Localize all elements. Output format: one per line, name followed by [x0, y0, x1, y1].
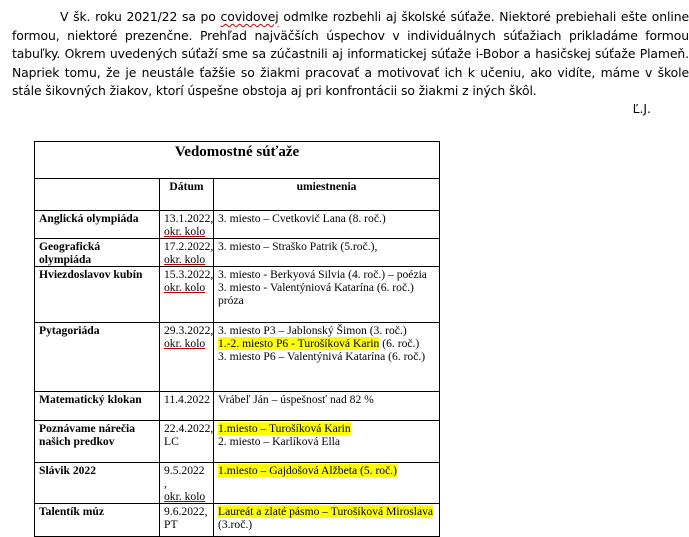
date-line: 9.6.2022, PT [164, 505, 208, 531]
competition-name: Talentík múz [35, 504, 160, 537]
competition-date [160, 267, 214, 323]
table-row [35, 267, 440, 323]
competition-name: Pytagoriáda [35, 323, 160, 392]
round-line: okr. kolo [164, 337, 206, 350]
competition-name: Poznávame nárečia našich predkov [35, 421, 160, 463]
intro-text-2: odmlke rozbehli aj školské súťaže. Niektoré prebiehali ešte online formou, niektoré prezenčne. Prehľad najväčších úspechov v individuálnych súťažiach prikladáme formou tabuľky. Okrem uvedených súťaží sme sa zúčastnili aj informatickej súťaže i-Bobor a hasičskej súťaže Plameň. Napriek tomu, že je neustále ťažšie so žiakmi pracovať a motivovať ich k učeniu, ako vidíte, máme v škole stále šikovných žiakov, ktorí úspešne obstoja aj pri konfrontácii so žiakmi z iných škôl. [12, 9, 689, 99]
placement-cell [214, 421, 440, 463]
intro-spellcheck-word: covidovej [220, 9, 279, 24]
table-title: Vedomostné súťaže [35, 142, 440, 179]
date-line: 15.3.2022, [164, 268, 214, 281]
competition-name: Hviezdoslavov kubín [35, 267, 160, 323]
date-line: 22.4.2022, [164, 422, 214, 435]
placement-text: 1.miesto – Turošíková Karin [218, 422, 351, 435]
header-date: Dátum [160, 179, 214, 211]
signature: Ľ.J. [632, 101, 651, 116]
placement-text: 3. miesto P3 – Jablonský Šimon (3. roč.) [218, 324, 407, 337]
placement-text: Laureát a zlaté pásmo – Turošíková Miroslava [218, 505, 434, 518]
competition-name: Anglická olympiáda [35, 211, 160, 239]
table-body [35, 211, 440, 537]
placement-cell [214, 211, 440, 239]
date-line: 13.1.2022, [164, 212, 214, 225]
competition-date [160, 239, 214, 267]
table-header-row [35, 179, 440, 211]
competition-name: Slávik 2022 [35, 463, 160, 504]
header-placements: umiestnenia [214, 179, 440, 211]
date-line: 11.4.2022 [164, 393, 210, 406]
date-line: 17.2.2022, [164, 240, 214, 253]
competition-date [160, 323, 214, 392]
placement-cell [214, 392, 440, 421]
table-row [35, 211, 440, 239]
placement-text: 3. miesto - Valentýniová Katarína (6. roč.) próza [218, 281, 414, 307]
table-row [35, 392, 440, 421]
placement-text: Vrábeľ Ján – úspešnosť nad 82 % [218, 393, 374, 406]
placement-text: 1.miesto – Gajdošová Alžbeta (5. roč.) [218, 464, 398, 477]
header-competition [35, 179, 160, 211]
placement-text: 3. miesto – Cvetkovič Lana (8. roč.) [218, 212, 386, 225]
placement-cell [214, 504, 440, 537]
placement-text: (6. roč.) [379, 337, 420, 350]
placement-cell [214, 267, 440, 323]
placement-text: 3. miesto - Berkyová Silvia (4. roč.) – poézia [218, 268, 427, 281]
competition-date [160, 211, 214, 239]
competition-date [160, 504, 214, 537]
intro-paragraph [12, 8, 689, 101]
round-line: okr. kolo [164, 253, 206, 266]
table-row [35, 239, 440, 267]
table-row [35, 504, 440, 537]
date-line: 9.5.2022 , [164, 464, 205, 490]
intro-text-1: V šk. roku 2021/22 sa po [60, 9, 221, 24]
competition-date [160, 392, 214, 421]
round-line: okr. kolo [164, 490, 206, 503]
competition-date [160, 421, 214, 463]
competition-results-table [34, 141, 440, 537]
table-row [35, 323, 440, 392]
competition-name: Geografická olympiáda [35, 239, 160, 267]
competition-name: Matematický klokan [35, 392, 160, 421]
placement-text: 3. miesto P6 – Valentýnivá Katarína (6. roč.) [218, 350, 426, 363]
placement-text: 3. miesto – Straško Patrik (5.roč.), [218, 240, 378, 253]
placement-cell [214, 239, 440, 267]
date-line: 29.3.2022, [164, 324, 214, 337]
placement-cell [214, 463, 440, 504]
table-row [35, 463, 440, 504]
round-line: LC [164, 435, 179, 448]
placement-text: 1.-2. miesto P6 - Turošíková Karin [218, 337, 380, 350]
round-line: okr. kolo [164, 281, 206, 294]
table-row [35, 421, 440, 463]
placement-cell [214, 323, 440, 392]
placement-text: (3.roč.) [218, 518, 253, 531]
competition-date [160, 463, 214, 504]
round-line: okr. kolo [164, 225, 206, 238]
placement-text: 2. miesto – Karlíková Ella [218, 435, 341, 448]
